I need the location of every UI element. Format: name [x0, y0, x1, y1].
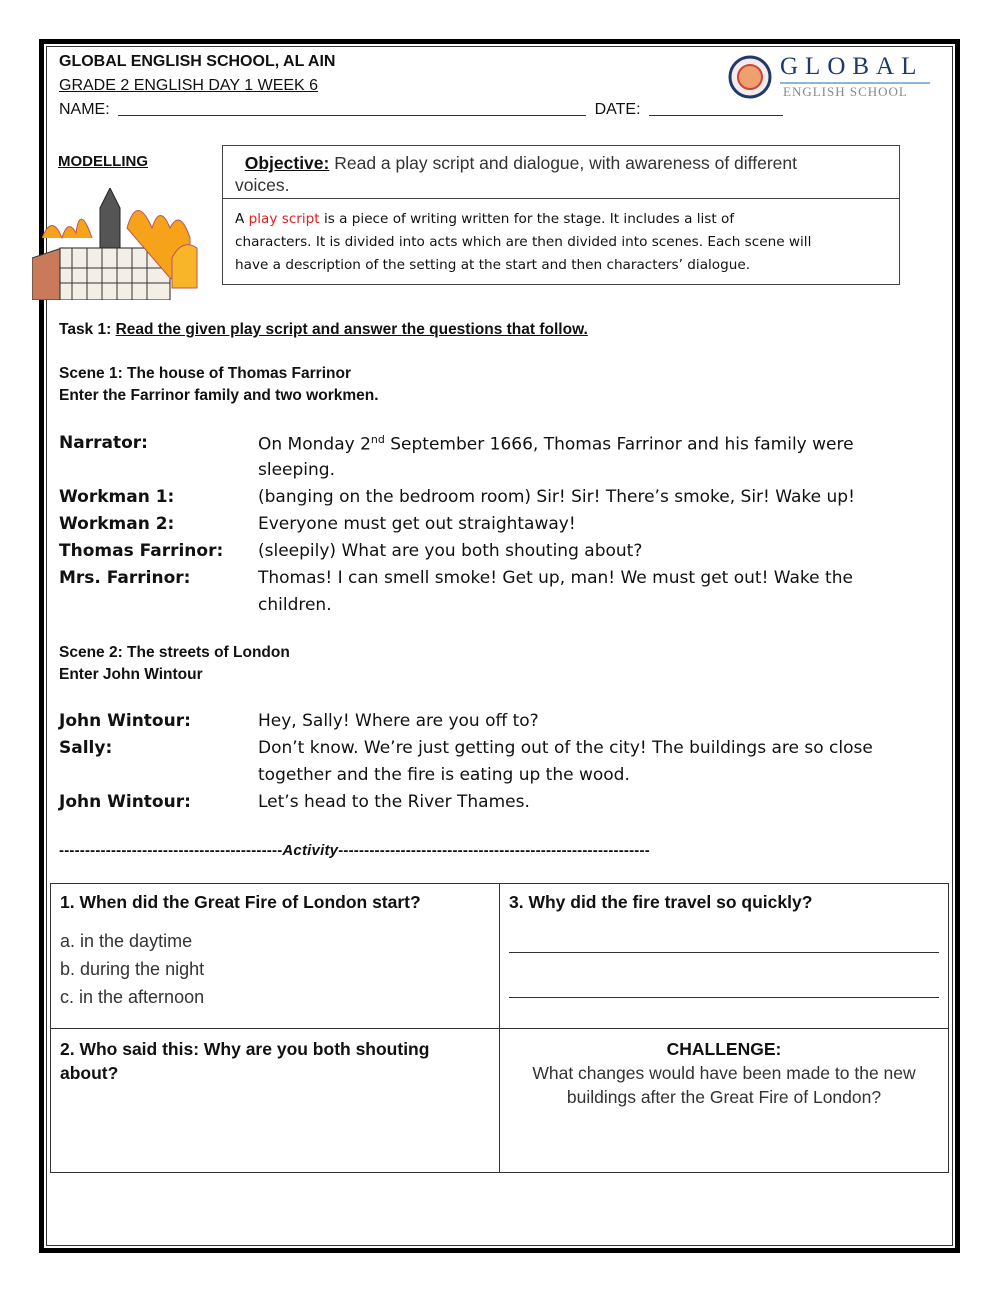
objective-text: Read a play script and dialogue, with awareness of different: [334, 153, 797, 173]
dialogue-line: Hey, Sally! Where are you off to?: [258, 711, 539, 731]
speaker: Narrator:: [59, 433, 148, 453]
question-1-cell: [51, 884, 500, 1029]
answer-line[interactable]: [509, 952, 939, 953]
dialogue-line: Thomas! I can smell smoke! Get up, man! We must get out! Wake the: [258, 568, 853, 588]
dialogue-line: Let’s head to the River Thames.: [258, 792, 530, 812]
activity-table: [50, 883, 949, 1173]
dialogue-line: [258, 433, 854, 455]
name-label: NAME:: [59, 101, 110, 118]
definition-line2: characters. It is divided into acts which are then divided into scenes. Each scene will: [235, 234, 812, 250]
question-2-cell[interactable]: [51, 1029, 500, 1173]
task-text: Read the given play script and answer the questions that follow.: [115, 321, 588, 338]
definition-box: [222, 198, 900, 285]
question-1: 1. When did the Great Fire of London start?: [60, 892, 421, 912]
speaker: Workman 1:: [59, 487, 175, 507]
dialogue-line: (banging on the bedroom room) Sir! Sir! There’s smoke, Sir! Wake up!: [258, 487, 855, 507]
option-c[interactable]: c. in the afternoon: [60, 987, 205, 1007]
dialogue-text-rest: September 1666, Thomas Farrinor and his family were: [384, 434, 854, 455]
scene1-enter: Enter the Farrinor family and two workmen.: [59, 387, 379, 404]
activity-divider: [59, 842, 650, 859]
challenge-title: CHALLENGE:: [666, 1039, 782, 1059]
task-instruction: [59, 321, 588, 339]
option-b[interactable]: b. during the night: [60, 959, 205, 979]
superscript: nd: [370, 433, 385, 446]
date-field[interactable]: [649, 115, 783, 116]
modelling-heading: MODELLING: [58, 153, 148, 170]
task-label: Task 1:: [59, 321, 112, 338]
dialogue-text: On Monday 2: [258, 434, 371, 455]
speaker: Sally:: [59, 738, 113, 758]
speaker: Mrs. Farrinor:: [59, 568, 191, 588]
speaker: Thomas Farrinor:: [59, 541, 224, 561]
dialogue-line: Don’t know. We’re just getting out of the city! The buildings are so close: [258, 738, 873, 758]
challenge-cell[interactable]: [500, 1029, 949, 1173]
definition-line3: have a description of the setting at the start and then characters’ dialogue.: [235, 257, 751, 273]
dialogue-cont: sleeping.: [258, 460, 335, 480]
objective-text-cont: voices.: [235, 175, 290, 195]
logo-line1: GLOBAL: [780, 53, 924, 80]
speaker: Workman 2:: [59, 514, 175, 534]
q1-options: [60, 927, 490, 1011]
name-field[interactable]: [118, 115, 586, 116]
speaker: John Wintour:: [59, 711, 191, 731]
definition-term: play script: [248, 211, 320, 227]
scene2-enter: Enter John Wintour: [59, 666, 203, 683]
dialogue-cont: together and the fire is eating up the wood.: [258, 765, 630, 785]
dialogue-line: Everyone must get out straightaway!: [258, 514, 576, 534]
dashes: ------------------------------------------------------------: [338, 842, 650, 859]
dialogue-cont: children.: [258, 595, 332, 615]
answer-line[interactable]: [509, 997, 939, 998]
activity-label: Activity: [282, 842, 339, 859]
speaker: John Wintour:: [59, 792, 191, 812]
objective-box: [222, 145, 900, 199]
date-label: DATE:: [594, 101, 641, 118]
definition-article: A: [235, 211, 245, 227]
question-2: 2. Who said this: Why are you both shouting about?: [60, 1039, 430, 1083]
option-a[interactable]: a. in the daytime: [60, 931, 193, 951]
objective-label: Objective:: [244, 153, 330, 173]
definition-text: is a piece of writing written for the stage. It includes a list of: [323, 211, 735, 227]
school-name: GLOBAL ENGLISH SCHOOL, AL AIN: [59, 53, 336, 70]
scene1-title: Scene 1: The house of Thomas Farrinor: [59, 365, 351, 382]
challenge-text: What changes would have been made to the new buildings after the Great Fire of London?: [532, 1063, 916, 1107]
scene2-title: Scene 2: The streets of London: [59, 644, 290, 661]
question-3-cell: [500, 884, 949, 1029]
logo-seal-icon: [728, 55, 772, 99]
dialogue-line: (sleepily) What are you both shouting about?: [258, 541, 643, 561]
logo-line2: ENGLISH SCHOOL: [783, 84, 908, 99]
burning-houses-illustration: [32, 188, 202, 300]
question-3: 3. Why did the fire travel so quickly?: [509, 892, 813, 912]
dashes: -------------------------------------------: [59, 842, 283, 859]
name-date-row: [59, 101, 783, 119]
grade-title: GRADE 2 ENGLISH DAY 1 WEEK 6: [59, 77, 319, 94]
